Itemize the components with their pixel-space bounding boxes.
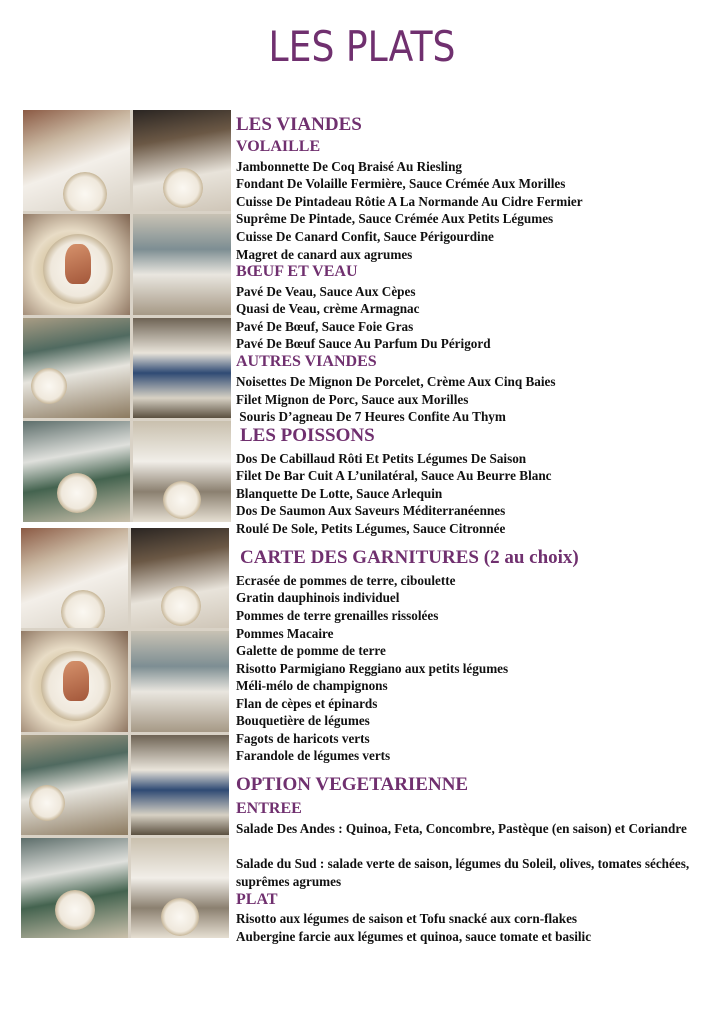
photo-dining-room [133,110,231,211]
subheading-volaille: VOLAILLE [236,138,321,155]
menu-item: Pavé De Veau, Sauce Aux Cèpes [236,284,416,299]
photo-white-table [133,421,231,522]
menu-item: Souris D’agneau De 7 Heures Confite Au Thym [236,409,506,424]
menu-item: Aubergine farcie aux légumes et quinoa, sauce tomate et basilic [236,929,592,944]
photo-place-setting [23,214,130,315]
photo-reception-hall [21,528,128,628]
photo-long-table [133,214,231,315]
photo-dining-room [131,528,229,628]
photo-collage-top [23,110,231,522]
menu-item: Cuisse De Canard Confit, Sauce Périgourdine [236,229,494,244]
photo-green-napkins [21,838,128,938]
photo-blue-runner [131,735,229,835]
menu-item: Blanquette De Lotte, Sauce Arlequin [236,486,443,501]
menu-item: Jambonnette De Coq Braisé Au Riesling [236,159,463,174]
subheading-entree: ENTREE [236,800,302,817]
menu-item: Filet De Bar Cuit A L’unilatéral, Sauce Au Beurre Blanc [236,468,552,483]
subheading-plat: PLAT [236,891,278,908]
menu-item: Risotto aux légumes de saison et Tofu snacké aux corn-flakes [236,911,578,926]
section-heading-garnitures: CARTE DES GARNITURES (2 au choix) [240,547,579,568]
menu-item: Flan de cèpes et épinards [236,696,378,711]
section-heading-vegetarienne: OPTION VEGETARIENNE [236,774,469,795]
menu-item: Salade Des Andes : Quinoa, Feta, Concombre, Pastèque (en saison) et Coriandre [236,821,687,836]
menu-item: Noisettes De Mignon De Porcelet, Crème Aux Cinq Baies [236,374,556,389]
photo-place-setting [21,631,128,731]
menu-item: Fondant De Volaille Fermière, Sauce Crémée Aux Morilles [236,176,566,191]
menu-item: Roulé De Sole, Petits Légumes, Sauce Citronnée [236,521,506,536]
photo-table-flowers [23,318,130,419]
menu-item: Pommes Macaire [236,626,334,641]
menu-item: Gratin dauphinois individuel [236,590,400,605]
menu-item: Farandole de légumes verts [236,748,391,763]
subheading-autres-viandes: AUTRES VIANDES [236,353,377,370]
photo-white-table [131,838,229,938]
menu-item: Magret de canard aux agrumes [236,247,413,262]
menu-item: Risotto Parmigiano Reggiano aux petits légumes [236,661,509,676]
menu-item: Galette de pomme de terre [236,643,386,658]
section-heading-poissons: LES POISSONS [240,425,375,446]
photo-blue-runner [133,318,231,419]
photo-collage-bottom [21,528,229,938]
menu-item: Salade du Sud : salade verte de saison, légumes du Soleil, olives, tomates séchées, suprêmes agrumes [236,856,690,889]
menu-item: Méli-mélo de champignons [236,678,388,693]
section-heading-viandes: LES VIANDES [236,114,362,135]
photo-reception-hall [23,110,130,211]
subheading-boeuf-veau: BŒUF ET VEAU [236,263,358,280]
menu-item: Dos De Cabillaud Rôti Et Petits Légumes De Saison [236,451,527,466]
menu-item: Filet Mignon de Porc, Sauce aux Morilles [236,392,469,407]
menu-item: Pavé De Bœuf, Sauce Foie Gras [236,319,414,334]
menu-item: Pavé De Bœuf Sauce Au Parfum Du Périgord [236,336,491,351]
menu-item: Pommes de terre grenailles rissolées [236,608,439,623]
photo-table-flowers [21,735,128,835]
menu-item: Quasi de Veau, crème Armagnac [236,301,420,316]
menu-item: Dos De Saumon Aux Saveurs Méditerranéennes [236,503,506,518]
photo-long-table [131,631,229,731]
photo-green-napkins [23,421,130,522]
page-title: LES PLATS [268,22,456,71]
menu-item: Ecrasée de pommes de terre, ciboulette [236,573,456,588]
menu-item: Cuisse De Pintadeau Rôtie A La Normande Au Cidre Fermier [236,194,583,209]
menu-item: Bouquetière de légumes [236,713,370,728]
menu-item: Fagots de haricots verts [236,731,370,746]
menu-item: Suprême De Pintade, Sauce Crémée Aux Petits Légumes [236,211,554,226]
